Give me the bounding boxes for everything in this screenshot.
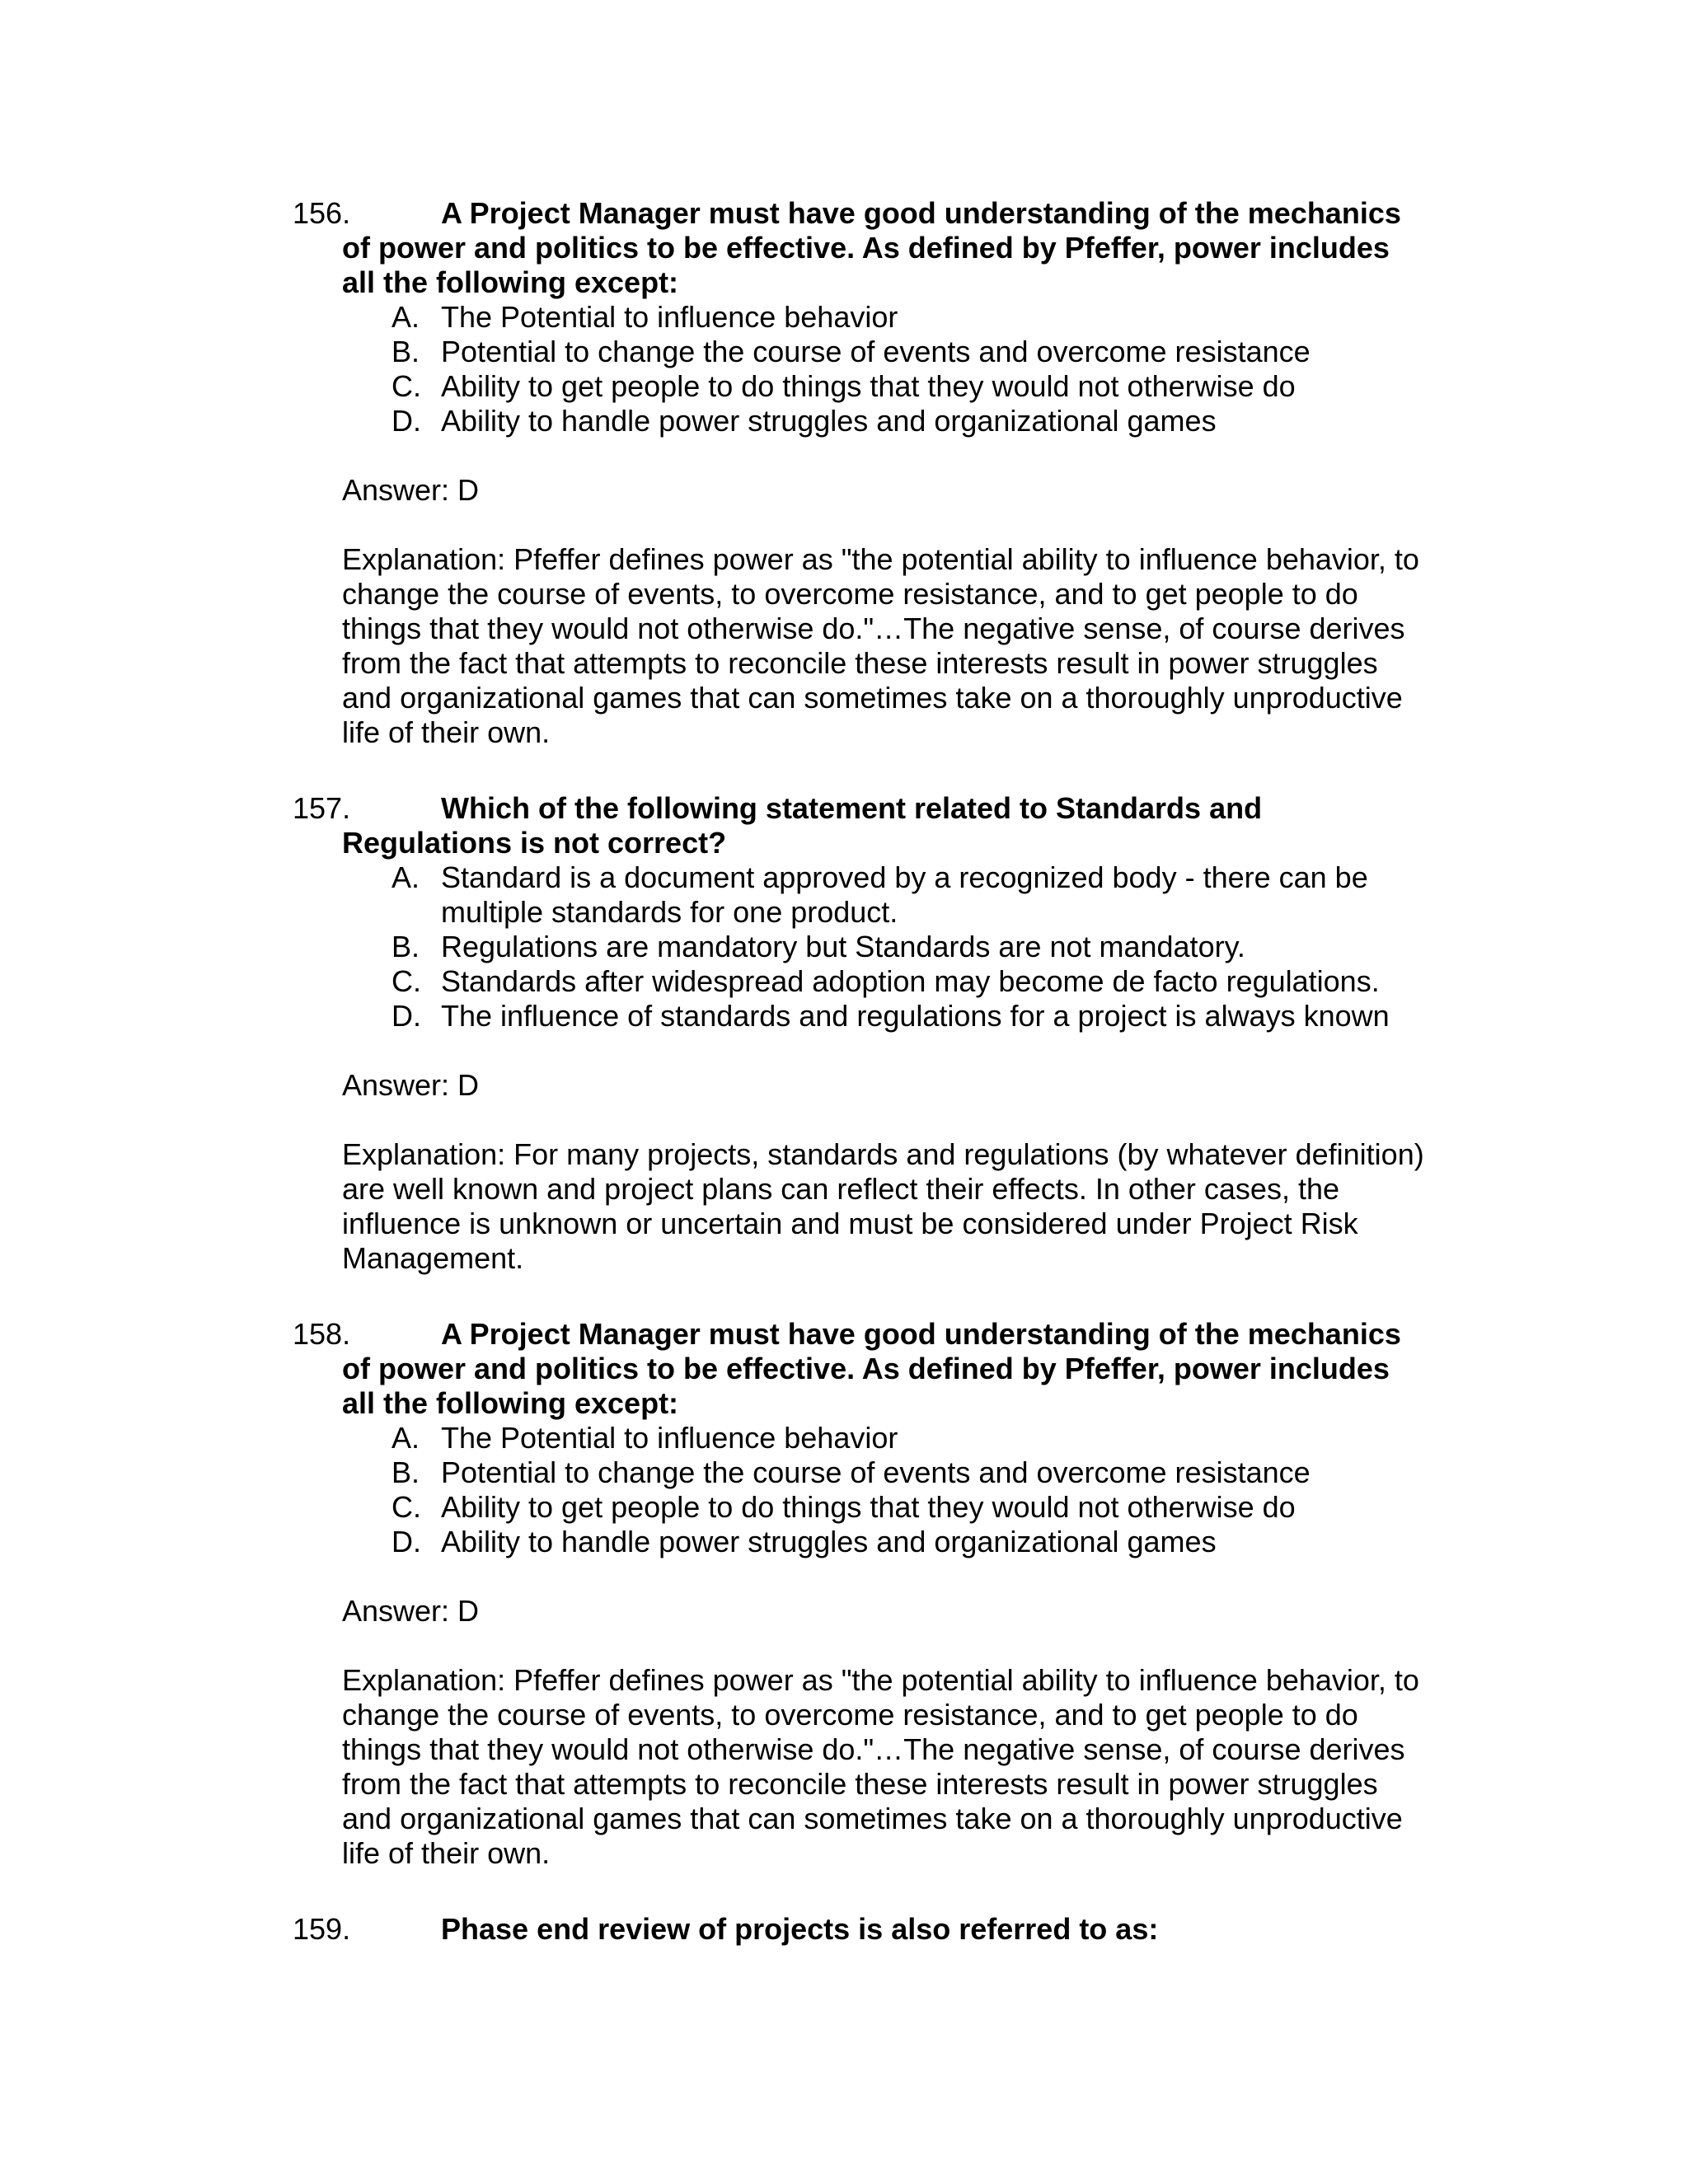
- option-text: The Potential to influence behavior: [441, 1421, 898, 1455]
- option-text: Potential to change the course of events and overcome resistance: [441, 335, 1311, 368]
- option-text: Ability to handle power struggles and organizational games: [441, 1525, 1217, 1558]
- question-header: [293, 1317, 1430, 1421]
- option-text: Potential to change the course of events and overcome resistance: [441, 1455, 1311, 1489]
- option-a: [293, 300, 1430, 335]
- option-text: The influence of standards and regulations for a project is always known: [441, 999, 1390, 1033]
- option-c: [293, 369, 1430, 404]
- option-letter: A.: [392, 860, 420, 894]
- option-c: [293, 964, 1430, 999]
- explanation-paragraph: Explanation: Pfeffer defines power as "the potential ability to influence behavior, to change the course of events, to overcome resistance, and to get people to do things that they would not otherwise do."…The negative sense, of course derives from the fact that attempts to reconcile these interests result in power struggles and organizational games that can sometimes take on a thoroughly unproductive life of their own.: [342, 1663, 1419, 1870]
- question-text: Which of the following statement related to Standards and Regulations is not correct?: [342, 791, 1263, 860]
- explanation-paragraph: Explanation: For many projects, standards and regulations (by whatever definition) are well known and project plans can reflect their effects. In other cases, the influence is unknown or uncertain and must be considered under Project Risk Management.: [342, 1137, 1424, 1275]
- question-156: [293, 196, 1430, 750]
- option-text: Ability to handle power struggles and organizational games: [441, 404, 1217, 438]
- option-letter: D.: [392, 1525, 421, 1558]
- option-a: [293, 1421, 1430, 1455]
- option-text: Ability to get people to do things that they would not otherwise do: [441, 1490, 1296, 1524]
- option-d: [293, 404, 1430, 438]
- options-list: [293, 300, 1430, 438]
- option-text: Regulations are mandatory but Standards are not mandatory.: [441, 930, 1245, 963]
- option-letter: C.: [392, 964, 421, 998]
- question-text: Phase end review of projects is also referred to as:: [441, 1912, 1159, 1946]
- answer-line: Answer: D: [342, 473, 480, 507]
- question-number: 156.: [293, 196, 351, 230]
- question-text: A Project Manager must have good understanding of the mechanics of power and politics to be effective. As defined by Pfeffer, power includes all the following except:: [342, 1317, 1401, 1420]
- option-text: Standards after widespread adoption may become de facto regulations.: [441, 964, 1380, 998]
- question-header: [293, 791, 1430, 860]
- question-text: A Project Manager must have good understanding of the mechanics of power and politics to be effective. As defined by Pfeffer, power includes all the following except:: [342, 196, 1401, 299]
- option-b: [293, 335, 1430, 369]
- question-number: 157.: [293, 791, 351, 825]
- option-text: Standard is a document approved by a recognized body - there can be multiple standards for one product.: [441, 860, 1368, 929]
- options-list: [293, 1421, 1430, 1559]
- question-159: [293, 1912, 1430, 1947]
- option-letter: B.: [392, 1455, 420, 1489]
- option-text: Ability to get people to do things that they would not otherwise do: [441, 369, 1296, 403]
- question-number: 158.: [293, 1317, 351, 1351]
- option-letter: D.: [392, 404, 421, 438]
- explanation-paragraph: Explanation: Pfeffer defines power as "the potential ability to influence behavior, to change the course of events, to overcome resistance, and to get people to do things that they would not otherwise do."…The negative sense, of course derives from the fact that attempts to reconcile these interests result in power struggles and organizational games that can sometimes take on a thoroughly unproductive life of their own.: [342, 542, 1419, 749]
- question-157: [293, 791, 1430, 1276]
- option-letter: A.: [392, 300, 420, 334]
- question-158: [293, 1317, 1430, 1871]
- question-header: [293, 196, 1430, 300]
- options-list: [293, 860, 1430, 1033]
- answer-line: Answer: D: [342, 1068, 480, 1102]
- option-a: [293, 860, 1430, 930]
- option-letter: C.: [392, 369, 421, 403]
- option-d: [293, 999, 1430, 1033]
- option-letter: D.: [392, 999, 421, 1033]
- option-letter: B.: [392, 930, 420, 963]
- answer-line: Answer: D: [342, 1594, 480, 1628]
- question-header: [293, 1912, 1430, 1947]
- option-b: [293, 930, 1430, 964]
- option-b: [293, 1455, 1430, 1490]
- option-d: [293, 1525, 1430, 1559]
- question-number: 159.: [293, 1912, 351, 1946]
- option-letter: B.: [392, 335, 420, 368]
- option-letter: A.: [392, 1421, 420, 1455]
- option-c: [293, 1490, 1430, 1525]
- option-text: The Potential to influence behavior: [441, 300, 898, 334]
- option-letter: C.: [392, 1490, 421, 1524]
